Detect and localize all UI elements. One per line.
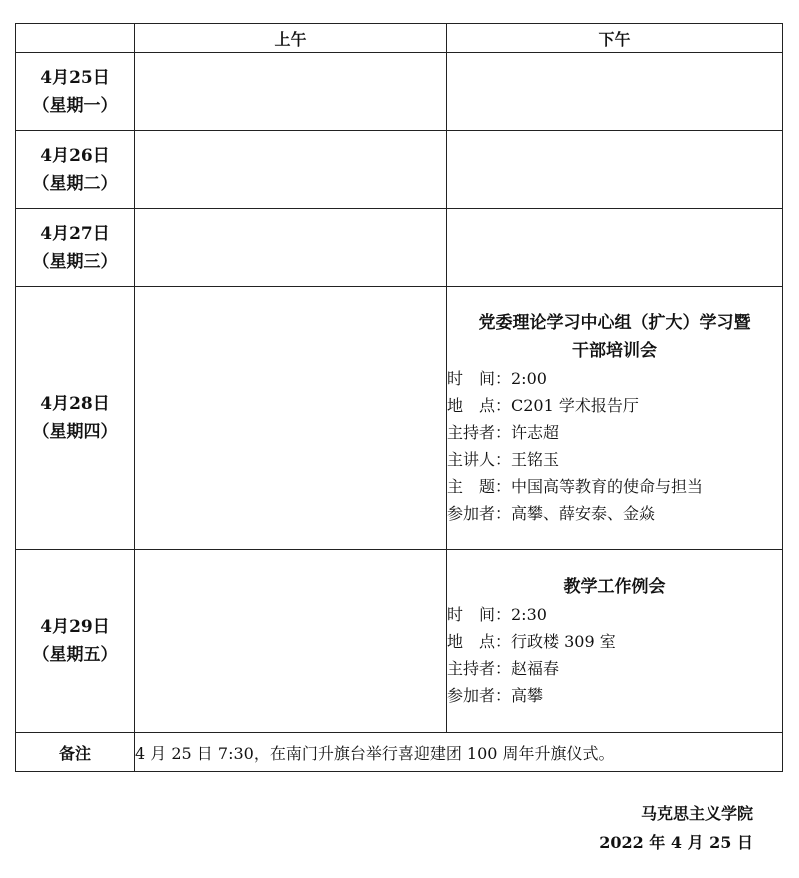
- event-host: 主持者：许志超: [447, 423, 560, 442]
- weekday-text: （星期五）: [32, 645, 118, 665]
- date-text: 4月29日: [40, 617, 110, 637]
- afternoon-event-cell: [447, 287, 783, 550]
- afternoon-cell: [447, 53, 783, 131]
- date-text: 4月28日: [40, 394, 110, 414]
- date-text: 4月26日: [40, 145, 110, 166]
- date-cell: [16, 550, 135, 733]
- weekday-text: （星期四）: [32, 422, 118, 442]
- event-attendees: 参加者：高攀、薛安泰、金焱: [447, 504, 656, 523]
- event-time: 时 间：2:00: [447, 369, 547, 388]
- morning-cell: [135, 550, 447, 733]
- date-cell: [16, 209, 135, 287]
- date-cell: [16, 53, 135, 131]
- morning-cell: [135, 287, 447, 550]
- table-row: [16, 287, 783, 550]
- weekly-schedule-table: [15, 23, 783, 772]
- morning-cell: [135, 53, 447, 131]
- weekday-text: （星期三）: [32, 251, 118, 272]
- afternoon-event-cell: [447, 550, 783, 733]
- date-text: 4月27日: [40, 223, 110, 244]
- date-cell: [16, 131, 135, 209]
- date-cell: [16, 287, 135, 550]
- table-row: [16, 209, 783, 287]
- weekday-text: （星期二）: [32, 173, 118, 194]
- table-row: [16, 131, 783, 209]
- afternoon-cell: [447, 209, 783, 287]
- header-afternoon: 下午: [447, 24, 783, 53]
- signature-organization: 马克思主义学院: [640, 804, 753, 823]
- event-title: 教学工作例会: [563, 577, 666, 597]
- remarks-row: [16, 733, 783, 772]
- event-topic: 主 题：中国高等教育的使命与担当: [447, 477, 704, 496]
- event-place: 地 点：C201 学术报告厅: [447, 396, 639, 415]
- header-date-cell: [16, 24, 135, 53]
- date-text: 4月25日: [40, 67, 110, 88]
- table-row: [16, 550, 783, 733]
- morning-cell: [135, 209, 447, 287]
- remarks-label: 备注: [16, 733, 135, 772]
- morning-cell: [135, 131, 447, 209]
- event-title-continued: 干部培训会: [572, 341, 657, 361]
- event-title: 党委理论学习中心组（扩大）学习暨: [478, 313, 751, 333]
- event-time: 时 间：2:30: [447, 605, 547, 624]
- event-host: 主持者：赵福春: [447, 659, 560, 678]
- weekday-text: （星期一）: [32, 95, 118, 116]
- event-speaker: 主讲人：王铭玉: [447, 450, 560, 469]
- header-row: [16, 24, 783, 53]
- event-attendees: 参加者：高攀: [447, 686, 544, 705]
- signature-date: 2022 年 4 月 25 日: [599, 833, 753, 852]
- table-row: [16, 53, 783, 131]
- event-place: 地 点：行政楼 309 室: [447, 632, 616, 651]
- header-morning: 上午: [135, 24, 447, 53]
- remarks-text: 4 月 25 日 7:30，在南门升旗台举行喜迎建团 100 周年升旗仪式。: [135, 733, 783, 772]
- afternoon-cell: [447, 131, 783, 209]
